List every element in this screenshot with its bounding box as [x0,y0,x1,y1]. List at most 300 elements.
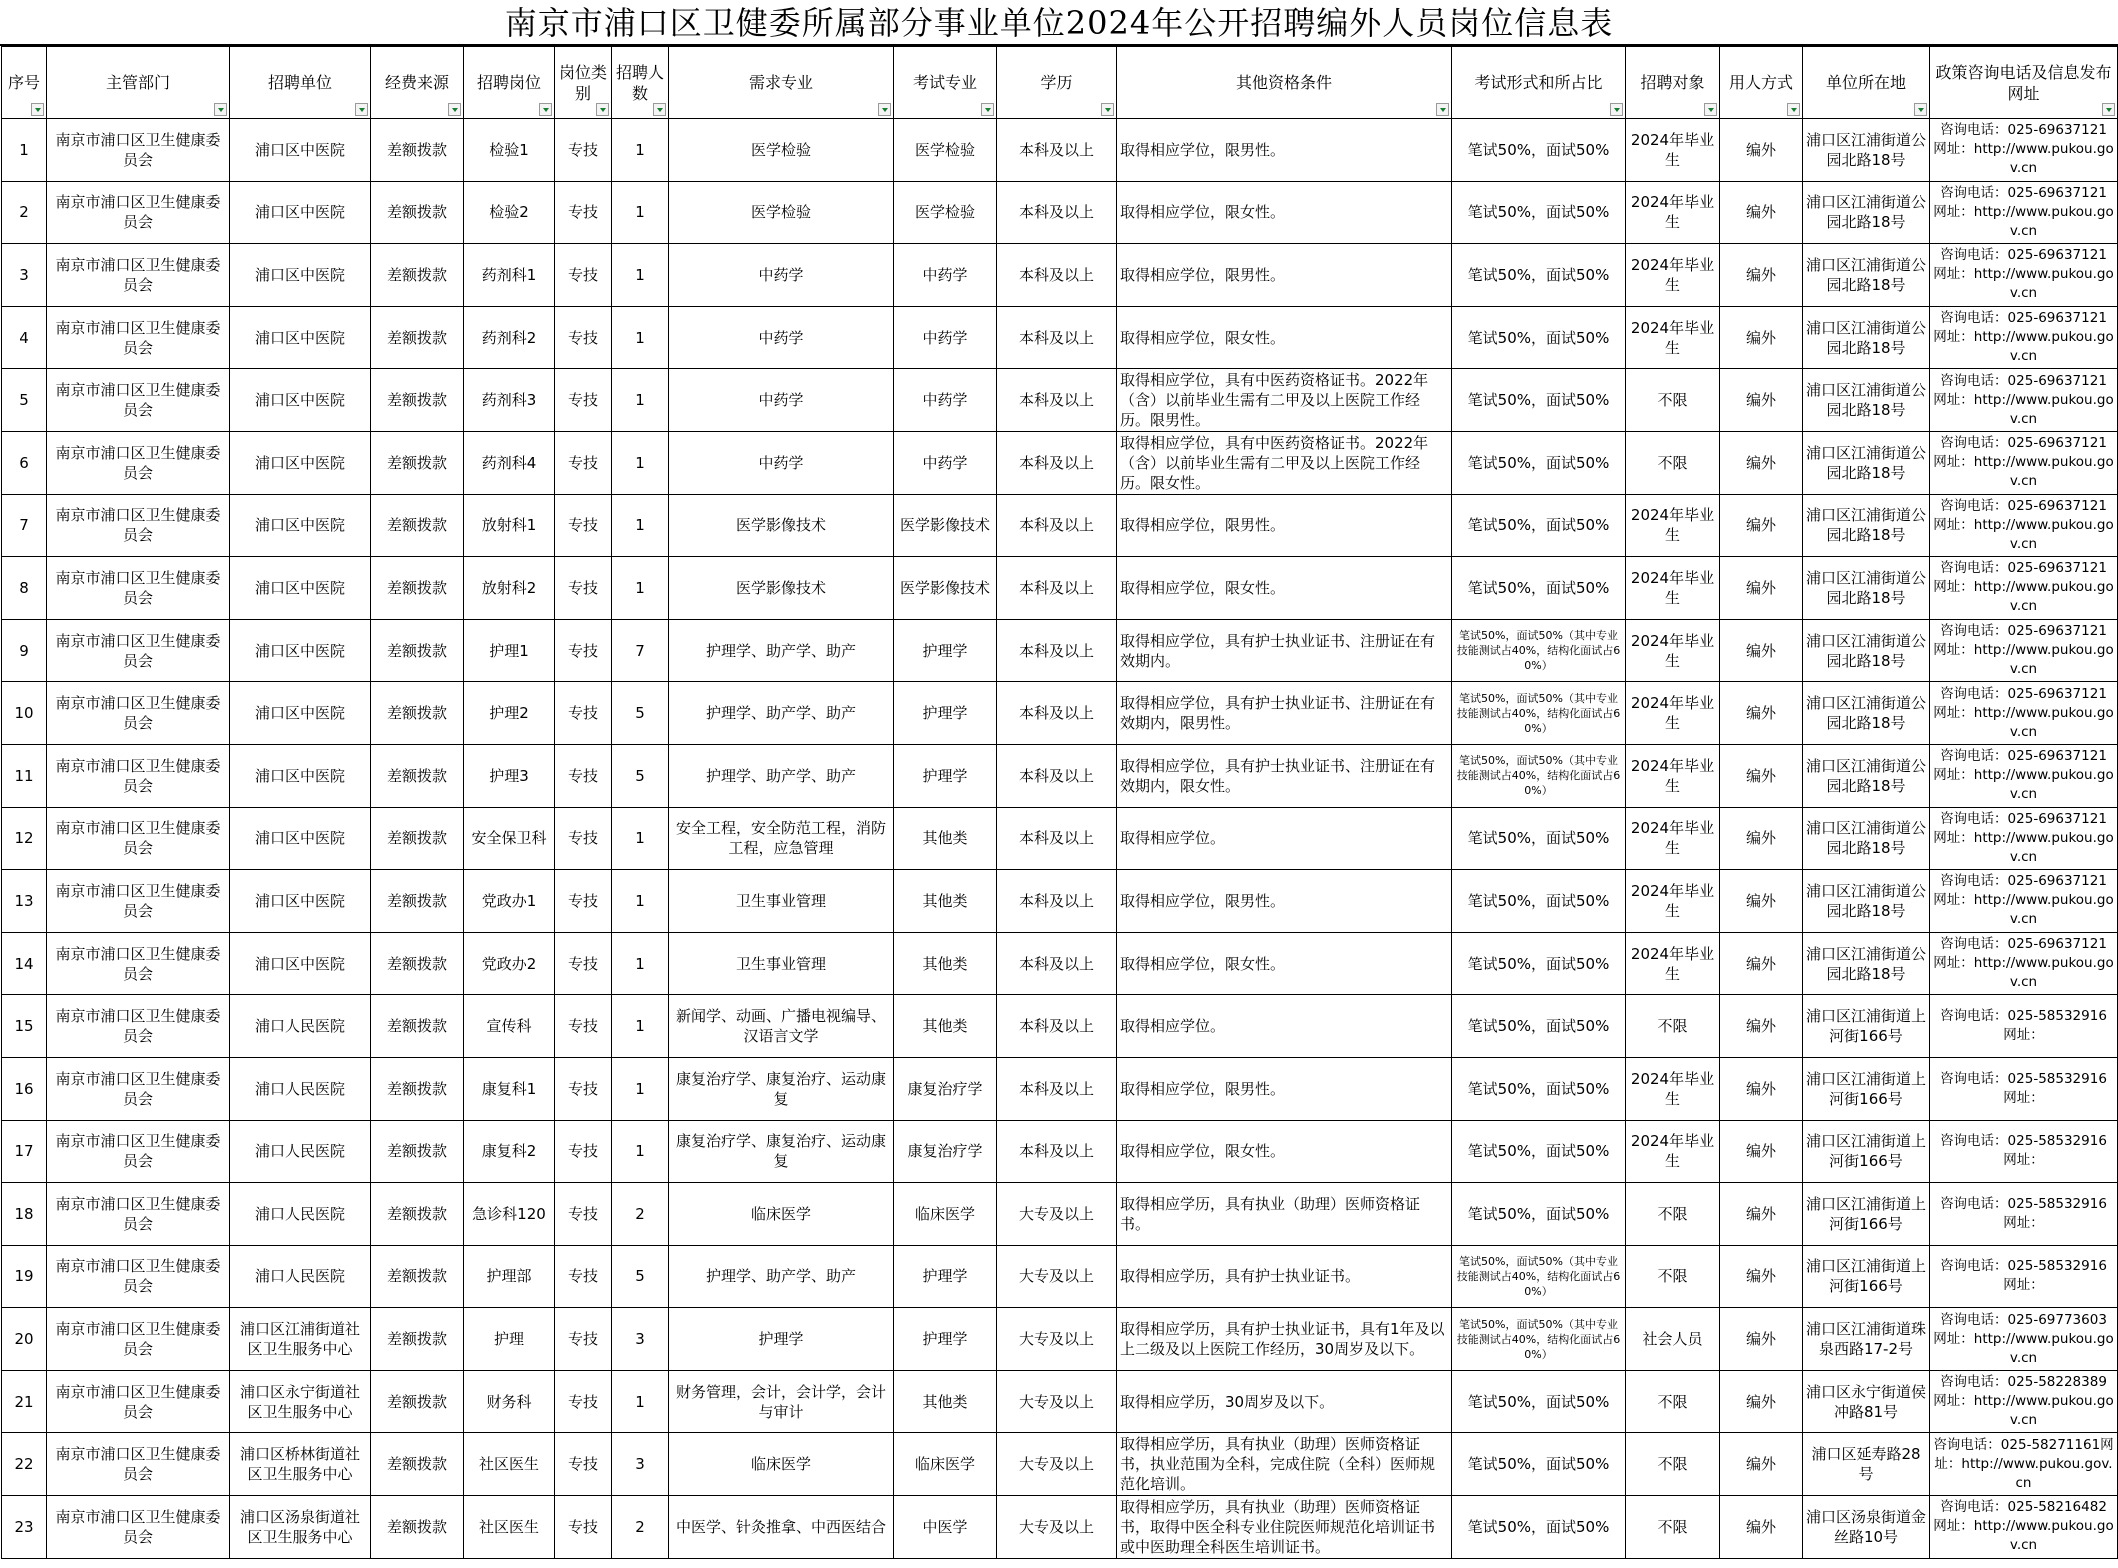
cell-category[interactable]: 专技 [555,995,612,1058]
cell-exam-form[interactable]: 笔试50%，面试50% [1452,1120,1626,1183]
cell-seq[interactable]: 21 [2,1370,47,1433]
cell-count[interactable]: 1 [612,932,669,995]
cell-employment[interactable]: 编外 [1720,1057,1803,1120]
cell-employment[interactable]: 编外 [1720,932,1803,995]
cell-employment[interactable]: 编外 [1720,870,1803,933]
cell-education[interactable]: 本科及以上 [997,932,1117,995]
cell-education[interactable]: 本科及以上 [997,494,1117,557]
cell-education[interactable]: 本科及以上 [997,1057,1117,1120]
cell-unit[interactable]: 浦口人民医院 [230,1120,371,1183]
cell-target[interactable]: 不限 [1626,1245,1720,1308]
cell-position[interactable]: 党政办1 [464,870,555,933]
cell-education[interactable]: 本科及以上 [997,1120,1117,1183]
cell-exam-form[interactable]: 笔试50%，面试50% [1452,1496,1626,1559]
cell-seq[interactable]: 23 [2,1496,47,1559]
cell-location[interactable]: 浦口区延寿路28号 [1803,1433,1930,1496]
cell-dept[interactable]: 南京市浦口区卫生健康委员会 [47,1183,230,1246]
cell-funding[interactable]: 差额拨款 [371,995,464,1058]
cell-category[interactable]: 专技 [555,1245,612,1308]
cell-unit[interactable]: 浦口区中医院 [230,244,371,307]
cell-dept[interactable]: 南京市浦口区卫生健康委员会 [47,181,230,244]
cell-employment[interactable]: 编外 [1720,619,1803,682]
cell-count[interactable]: 1 [612,557,669,620]
cell-location[interactable]: 浦口区江浦街道公园北路18号 [1803,807,1930,870]
cell-exam-form[interactable]: 笔试50%，面试50% [1452,995,1626,1058]
cell-requirements[interactable]: 取得相应学历，具有护士执业证书，具有1年及以上二级及以上医院工作经历，30周岁及以下。 [1117,1308,1452,1371]
cell-location[interactable]: 浦口区江浦街道珠泉西路17-2号 [1803,1308,1930,1371]
cell-dept[interactable]: 南京市浦口区卫生健康委员会 [47,119,230,182]
cell-dept[interactable]: 南京市浦口区卫生健康委员会 [47,807,230,870]
cell-major[interactable]: 中药学 [669,369,894,432]
cell-position[interactable]: 党政办2 [464,932,555,995]
cell-contact[interactable]: 咨询电话：025-69637121 网址：http://www.pukou.gov.cn [1930,181,2118,244]
cell-exam-major[interactable]: 中药学 [894,431,997,494]
cell-education[interactable]: 本科及以上 [997,744,1117,807]
cell-major[interactable]: 护理学、助产学、助产 [669,744,894,807]
cell-funding[interactable]: 差额拨款 [371,557,464,620]
cell-location[interactable]: 浦口区江浦街道公园北路18号 [1803,119,1930,182]
cell-contact[interactable]: 咨询电话：025-58532916 网址： [1930,995,2118,1058]
cell-unit[interactable]: 浦口区中医院 [230,619,371,682]
cell-seq[interactable]: 22 [2,1433,47,1496]
cell-contact[interactable]: 咨询电话：025-58532916 网址： [1930,1057,2118,1120]
cell-category[interactable]: 专技 [555,1120,612,1183]
cell-funding[interactable]: 差额拨款 [371,431,464,494]
cell-count[interactable]: 5 [612,682,669,745]
cell-employment[interactable]: 编外 [1720,1183,1803,1246]
cell-requirements[interactable]: 取得相应学位，具有护士执业证书、注册证在有效期内，限女性。 [1117,744,1452,807]
cell-target[interactable]: 不限 [1626,431,1720,494]
cell-major[interactable]: 医学检验 [669,181,894,244]
cell-major[interactable]: 医学影像技术 [669,557,894,620]
cell-employment[interactable]: 编外 [1720,1245,1803,1308]
cell-target[interactable]: 不限 [1626,369,1720,432]
cell-seq[interactable]: 18 [2,1183,47,1246]
cell-exam-form[interactable]: 笔试50%，面试50% [1452,369,1626,432]
cell-funding[interactable]: 差额拨款 [371,306,464,369]
cell-contact[interactable]: 咨询电话：025-58271161网址：http://www.pukou.gov.cn [1930,1433,2118,1496]
cell-unit[interactable]: 浦口区中医院 [230,181,371,244]
cell-location[interactable]: 浦口区江浦街道公园北路18号 [1803,431,1930,494]
cell-education[interactable]: 本科及以上 [997,619,1117,682]
filter-dropdown-icon[interactable] [2102,103,2115,116]
cell-seq[interactable]: 14 [2,932,47,995]
cell-category[interactable]: 专技 [555,1496,612,1559]
cell-category[interactable]: 专技 [555,557,612,620]
cell-count[interactable]: 1 [612,995,669,1058]
cell-funding[interactable]: 差额拨款 [371,744,464,807]
cell-unit[interactable]: 浦口区中医院 [230,807,371,870]
cell-count[interactable]: 1 [612,870,669,933]
cell-exam-form[interactable]: 笔试50%，面试50% [1452,557,1626,620]
cell-contact[interactable]: 咨询电话：025-69773603 网址：http://www.pukou.gov.cn [1930,1308,2118,1371]
cell-exam-form[interactable]: 笔试50%，面试50% [1452,870,1626,933]
cell-category[interactable]: 专技 [555,119,612,182]
cell-requirements[interactable]: 取得相应学历，具有护士执业证书。 [1117,1245,1452,1308]
cell-contact[interactable]: 咨询电话：025-69637121 网址：http://www.pukou.gov.cn [1930,744,2118,807]
cell-position[interactable]: 社区医生 [464,1496,555,1559]
cell-exam-form[interactable]: 笔试50%，面试50% [1452,181,1626,244]
cell-employment[interactable]: 编外 [1720,1370,1803,1433]
cell-location[interactable]: 浦口区江浦街道公园北路18号 [1803,744,1930,807]
cell-seq[interactable]: 7 [2,494,47,557]
cell-unit[interactable]: 浦口人民医院 [230,1245,371,1308]
cell-exam-form[interactable]: 笔试50%，面试50% [1452,431,1626,494]
cell-major[interactable]: 中药学 [669,244,894,307]
cell-position[interactable]: 康复科2 [464,1120,555,1183]
cell-funding[interactable]: 差额拨款 [371,369,464,432]
cell-education[interactable]: 本科及以上 [997,119,1117,182]
cell-exam-major[interactable]: 其他类 [894,1370,997,1433]
filter-dropdown-icon[interactable] [31,103,44,116]
cell-count[interactable]: 2 [612,1183,669,1246]
cell-target[interactable]: 社会人员 [1626,1308,1720,1371]
cell-employment[interactable]: 编外 [1720,306,1803,369]
cell-location[interactable]: 浦口区江浦街道上河街166号 [1803,1057,1930,1120]
cell-employment[interactable]: 编外 [1720,744,1803,807]
cell-target[interactable]: 不限 [1626,995,1720,1058]
cell-exam-major[interactable]: 护理学 [894,619,997,682]
filter-dropdown-icon[interactable] [355,103,368,116]
cell-major[interactable]: 护理学、助产学、助产 [669,682,894,745]
cell-position[interactable]: 检验1 [464,119,555,182]
cell-location[interactable]: 浦口区江浦街道上河街166号 [1803,1183,1930,1246]
filter-dropdown-icon[interactable] [1914,103,1927,116]
cell-requirements[interactable]: 取得相应学位。 [1117,807,1452,870]
cell-funding[interactable]: 差额拨款 [371,494,464,557]
cell-education[interactable]: 大专及以上 [997,1308,1117,1371]
cell-count[interactable]: 1 [612,1057,669,1120]
cell-unit[interactable]: 浦口区中医院 [230,682,371,745]
cell-contact[interactable]: 咨询电话：025-69637121 网址：http://www.pukou.gov.cn [1930,807,2118,870]
cell-location[interactable]: 浦口区江浦街道公园北路18号 [1803,932,1930,995]
cell-contact[interactable]: 咨询电话：025-58228389 网址：http://www.pukou.gov.cn [1930,1370,2118,1433]
cell-unit[interactable]: 浦口人民医院 [230,995,371,1058]
filter-dropdown-icon[interactable] [1704,103,1717,116]
cell-seq[interactable]: 15 [2,995,47,1058]
cell-location[interactable]: 浦口区江浦街道公园北路18号 [1803,870,1930,933]
cell-target[interactable]: 2024年毕业生 [1626,306,1720,369]
cell-exam-major[interactable]: 医学检验 [894,181,997,244]
cell-education[interactable]: 大专及以上 [997,1370,1117,1433]
cell-unit[interactable]: 浦口区江浦街道社区卫生服务中心 [230,1308,371,1371]
cell-unit[interactable]: 浦口区桥林街道社区卫生服务中心 [230,1433,371,1496]
cell-unit[interactable]: 浦口区中医院 [230,744,371,807]
cell-employment[interactable]: 编外 [1720,995,1803,1058]
cell-major[interactable]: 护理学 [669,1308,894,1371]
cell-count[interactable]: 1 [612,369,669,432]
cell-exam-form[interactable]: 笔试50%，面试50%（其中专业技能测试占40%，结构化面试占60%） [1452,1308,1626,1371]
cell-location[interactable]: 浦口区江浦街道上河街166号 [1803,995,1930,1058]
cell-unit[interactable]: 浦口人民医院 [230,1183,371,1246]
filter-dropdown-icon[interactable] [1610,103,1623,116]
cell-position[interactable]: 检验2 [464,181,555,244]
cell-unit[interactable]: 浦口人民医院 [230,1057,371,1120]
cell-employment[interactable]: 编外 [1720,1308,1803,1371]
cell-category[interactable]: 专技 [555,1183,612,1246]
cell-seq[interactable]: 11 [2,744,47,807]
cell-position[interactable]: 药剂科1 [464,244,555,307]
cell-requirements[interactable]: 取得相应学历，具有执业（助理）医师资格证书。 [1117,1183,1452,1246]
cell-count[interactable]: 1 [612,119,669,182]
cell-education[interactable]: 大专及以上 [997,1496,1117,1559]
cell-education[interactable]: 本科及以上 [997,557,1117,620]
filter-dropdown-icon[interactable] [981,103,994,116]
cell-position[interactable]: 宣传科 [464,995,555,1058]
cell-exam-major[interactable]: 医学检验 [894,119,997,182]
cell-employment[interactable]: 编外 [1720,1496,1803,1559]
cell-education[interactable]: 大专及以上 [997,1245,1117,1308]
cell-funding[interactable]: 差额拨款 [371,932,464,995]
cell-funding[interactable]: 差额拨款 [371,1370,464,1433]
cell-requirements[interactable]: 取得相应学历，具有执业（助理）医师资格证书，执业范围为全科，完成住院（全科）医师规范化培训。 [1117,1433,1452,1496]
cell-seq[interactable]: 10 [2,682,47,745]
cell-target[interactable]: 不限 [1626,1496,1720,1559]
cell-requirements[interactable]: 取得相应学位，具有护士执业证书、注册证在有效期内。 [1117,619,1452,682]
cell-contact[interactable]: 咨询电话：025-69637121 网址：http://www.pukou.gov.cn [1930,870,2118,933]
cell-position[interactable]: 护理 [464,1308,555,1371]
filter-dropdown-icon[interactable] [539,103,552,116]
cell-dept[interactable]: 南京市浦口区卫生健康委员会 [47,1120,230,1183]
cell-location[interactable]: 浦口区汤泉街道金丝路10号 [1803,1496,1930,1559]
cell-exam-form[interactable]: 笔试50%，面试50% [1452,932,1626,995]
cell-unit[interactable]: 浦口区永宁街道社区卫生服务中心 [230,1370,371,1433]
cell-exam-form[interactable]: 笔试50%，面试50%（其中专业技能测试占40%，结构化面试占60%） [1452,1245,1626,1308]
cell-exam-major[interactable]: 其他类 [894,807,997,870]
cell-contact[interactable]: 咨询电话：025-58532916 网址： [1930,1183,2118,1246]
cell-funding[interactable]: 差额拨款 [371,1496,464,1559]
cell-target[interactable]: 2024年毕业生 [1626,557,1720,620]
cell-target[interactable]: 2024年毕业生 [1626,619,1720,682]
cell-dept[interactable]: 南京市浦口区卫生健康委员会 [47,244,230,307]
cell-education[interactable]: 本科及以上 [997,369,1117,432]
cell-dept[interactable]: 南京市浦口区卫生健康委员会 [47,744,230,807]
cell-employment[interactable]: 编外 [1720,181,1803,244]
cell-location[interactable]: 浦口区江浦街道上河街166号 [1803,1245,1930,1308]
filter-dropdown-icon[interactable] [653,103,666,116]
cell-dept[interactable]: 南京市浦口区卫生健康委员会 [47,369,230,432]
cell-major[interactable]: 医学影像技术 [669,494,894,557]
cell-requirements[interactable]: 取得相应学位，具有护士执业证书、注册证在有效期内，限男性。 [1117,682,1452,745]
cell-funding[interactable]: 差额拨款 [371,1057,464,1120]
cell-requirements[interactable]: 取得相应学位，限女性。 [1117,306,1452,369]
cell-category[interactable]: 专技 [555,244,612,307]
cell-employment[interactable]: 编外 [1720,1120,1803,1183]
cell-position[interactable]: 康复科1 [464,1057,555,1120]
cell-unit[interactable]: 浦口区中医院 [230,306,371,369]
cell-dept[interactable]: 南京市浦口区卫生健康委员会 [47,932,230,995]
cell-exam-form[interactable]: 笔试50%，面试50% [1452,119,1626,182]
cell-location[interactable]: 浦口区江浦街道公园北路18号 [1803,494,1930,557]
cell-requirements[interactable]: 取得相应学位，限女性。 [1117,181,1452,244]
cell-requirements[interactable]: 取得相应学位，限女性。 [1117,1120,1452,1183]
cell-position[interactable]: 安全保卫科 [464,807,555,870]
cell-position[interactable]: 护理部 [464,1245,555,1308]
cell-position[interactable]: 放射科1 [464,494,555,557]
cell-seq[interactable]: 9 [2,619,47,682]
cell-exam-form[interactable]: 笔试50%，面试50% [1452,244,1626,307]
cell-dept[interactable]: 南京市浦口区卫生健康委员会 [47,1245,230,1308]
cell-unit[interactable]: 浦口区中医院 [230,369,371,432]
cell-count[interactable]: 1 [612,807,669,870]
cell-employment[interactable]: 编外 [1720,807,1803,870]
cell-requirements[interactable]: 取得相应学位，具有中医药资格证书。2022年（含）以前毕业生需有二甲及以上医院工作经历。限女性。 [1117,431,1452,494]
cell-requirements[interactable]: 取得相应学位，限男性。 [1117,870,1452,933]
cell-dept[interactable]: 南京市浦口区卫生健康委员会 [47,870,230,933]
cell-education[interactable]: 大专及以上 [997,1183,1117,1246]
cell-major[interactable]: 财务管理，会计，会计学，会计与审计 [669,1370,894,1433]
cell-unit[interactable]: 浦口区汤泉街道社区卫生服务中心 [230,1496,371,1559]
cell-major[interactable]: 中药学 [669,306,894,369]
cell-count[interactable]: 2 [612,1496,669,1559]
cell-location[interactable]: 浦口区江浦街道上河街166号 [1803,1120,1930,1183]
cell-unit[interactable]: 浦口区中医院 [230,494,371,557]
cell-exam-major[interactable]: 中药学 [894,306,997,369]
cell-requirements[interactable]: 取得相应学位，限男性。 [1117,119,1452,182]
cell-exam-major[interactable]: 临床医学 [894,1433,997,1496]
cell-exam-form[interactable]: 笔试50%，面试50% [1452,1183,1626,1246]
cell-category[interactable]: 专技 [555,369,612,432]
cell-location[interactable]: 浦口区江浦街道公园北路18号 [1803,682,1930,745]
cell-education[interactable]: 本科及以上 [997,995,1117,1058]
cell-target[interactable]: 2024年毕业生 [1626,1120,1720,1183]
cell-position[interactable]: 放射科2 [464,557,555,620]
cell-requirements[interactable]: 取得相应学位，限男性。 [1117,494,1452,557]
cell-position[interactable]: 药剂科4 [464,431,555,494]
cell-contact[interactable]: 咨询电话：025-69637121 网址：http://www.pukou.gov.cn [1930,244,2118,307]
cell-requirements[interactable]: 取得相应学位，具有中医药资格证书。2022年（含）以前毕业生需有二甲及以上医院工作经历。限男性。 [1117,369,1452,432]
cell-unit[interactable]: 浦口区中医院 [230,557,371,620]
cell-employment[interactable]: 编外 [1720,244,1803,307]
cell-requirements[interactable]: 取得相应学位，限女性。 [1117,557,1452,620]
cell-employment[interactable]: 编外 [1720,557,1803,620]
cell-position[interactable]: 护理1 [464,619,555,682]
cell-funding[interactable]: 差额拨款 [371,1245,464,1308]
cell-unit[interactable]: 浦口区中医院 [230,932,371,995]
cell-target[interactable]: 2024年毕业生 [1626,494,1720,557]
cell-funding[interactable]: 差额拨款 [371,870,464,933]
cell-seq[interactable]: 16 [2,1057,47,1120]
filter-dropdown-icon[interactable] [1787,103,1800,116]
cell-contact[interactable]: 咨询电话：025-69637121 网址：http://www.pukou.gov.cn [1930,619,2118,682]
cell-location[interactable]: 浦口区江浦街道公园北路18号 [1803,306,1930,369]
cell-major[interactable]: 临床医学 [669,1183,894,1246]
cell-category[interactable]: 专技 [555,682,612,745]
cell-education[interactable]: 本科及以上 [997,306,1117,369]
cell-category[interactable]: 专技 [555,1433,612,1496]
cell-target[interactable]: 不限 [1626,1433,1720,1496]
filter-dropdown-icon[interactable] [878,103,891,116]
cell-target[interactable]: 2024年毕业生 [1626,932,1720,995]
cell-category[interactable]: 专技 [555,932,612,995]
cell-employment[interactable]: 编外 [1720,1433,1803,1496]
cell-count[interactable]: 3 [612,1308,669,1371]
cell-count[interactable]: 1 [612,431,669,494]
cell-target[interactable]: 不限 [1626,1370,1720,1433]
cell-target[interactable]: 2024年毕业生 [1626,181,1720,244]
cell-dept[interactable]: 南京市浦口区卫生健康委员会 [47,494,230,557]
cell-count[interactable]: 5 [612,744,669,807]
cell-category[interactable]: 专技 [555,619,612,682]
cell-dept[interactable]: 南京市浦口区卫生健康委员会 [47,431,230,494]
cell-position[interactable]: 护理3 [464,744,555,807]
cell-location[interactable]: 浦口区江浦街道公园北路18号 [1803,619,1930,682]
cell-exam-major[interactable]: 康复治疗学 [894,1120,997,1183]
cell-target[interactable]: 不限 [1626,1183,1720,1246]
cell-exam-form[interactable]: 笔试50%，面试50%（其中专业技能测试占40%，结构化面试占60%） [1452,682,1626,745]
cell-funding[interactable]: 差额拨款 [371,244,464,307]
cell-dept[interactable]: 南京市浦口区卫生健康委员会 [47,1370,230,1433]
cell-requirements[interactable]: 取得相应学位，限男性。 [1117,244,1452,307]
cell-major[interactable]: 中药学 [669,431,894,494]
cell-exam-major[interactable]: 医学影像技术 [894,557,997,620]
cell-seq[interactable]: 5 [2,369,47,432]
cell-contact[interactable]: 咨询电话：025-58532916 网址： [1930,1245,2118,1308]
filter-dropdown-icon[interactable] [214,103,227,116]
cell-count[interactable]: 1 [612,306,669,369]
filter-dropdown-icon[interactable] [1436,103,1449,116]
cell-major[interactable]: 医学检验 [669,119,894,182]
cell-category[interactable]: 专技 [555,1057,612,1120]
cell-dept[interactable]: 南京市浦口区卫生健康委员会 [47,995,230,1058]
cell-count[interactable]: 3 [612,1433,669,1496]
cell-funding[interactable]: 差额拨款 [371,807,464,870]
cell-position[interactable]: 急诊科120 [464,1183,555,1246]
cell-major[interactable]: 新闻学、动画、广播电视编导、汉语言文学 [669,995,894,1058]
cell-funding[interactable]: 差额拨款 [371,619,464,682]
cell-exam-form[interactable]: 笔试50%，面试50% [1452,494,1626,557]
cell-major[interactable]: 康复治疗学、康复治疗、运动康复 [669,1057,894,1120]
cell-location[interactable]: 浦口区永宁街道侯冲路81号 [1803,1370,1930,1433]
cell-major[interactable]: 卫生事业管理 [669,870,894,933]
cell-count[interactable]: 1 [612,1370,669,1433]
cell-funding[interactable]: 差额拨款 [371,1120,464,1183]
cell-employment[interactable]: 编外 [1720,119,1803,182]
cell-contact[interactable]: 咨询电话：025-69637121 网址：http://www.pukou.gov.cn [1930,306,2118,369]
cell-position[interactable]: 财务科 [464,1370,555,1433]
cell-target[interactable]: 2024年毕业生 [1626,119,1720,182]
cell-education[interactable]: 本科及以上 [997,431,1117,494]
filter-dropdown-icon[interactable] [448,103,461,116]
cell-major[interactable]: 卫生事业管理 [669,932,894,995]
cell-major[interactable]: 康复治疗学、康复治疗、运动康复 [669,1120,894,1183]
cell-funding[interactable]: 差额拨款 [371,682,464,745]
cell-category[interactable]: 专技 [555,1308,612,1371]
cell-exam-major[interactable]: 其他类 [894,870,997,933]
cell-category[interactable]: 专技 [555,870,612,933]
cell-target[interactable]: 2024年毕业生 [1626,1057,1720,1120]
cell-category[interactable]: 专技 [555,807,612,870]
cell-category[interactable]: 专技 [555,494,612,557]
cell-count[interactable]: 1 [612,494,669,557]
cell-employment[interactable]: 编外 [1720,494,1803,557]
cell-dept[interactable]: 南京市浦口区卫生健康委员会 [47,1496,230,1559]
cell-seq[interactable]: 4 [2,306,47,369]
cell-funding[interactable]: 差额拨款 [371,119,464,182]
cell-position[interactable]: 药剂科3 [464,369,555,432]
cell-exam-form[interactable]: 笔试50%，面试50% [1452,1370,1626,1433]
cell-exam-major[interactable]: 护理学 [894,744,997,807]
cell-exam-major[interactable]: 康复治疗学 [894,1057,997,1120]
cell-exam-major[interactable]: 中药学 [894,369,997,432]
cell-exam-form[interactable]: 笔试50%，面试50% [1452,1433,1626,1496]
cell-dept[interactable]: 南京市浦口区卫生健康委员会 [47,682,230,745]
cell-category[interactable]: 专技 [555,1370,612,1433]
cell-target[interactable]: 2024年毕业生 [1626,682,1720,745]
cell-contact[interactable]: 咨询电话：025-58532916 网址： [1930,1120,2118,1183]
cell-count[interactable]: 1 [612,181,669,244]
cell-target[interactable]: 2024年毕业生 [1626,244,1720,307]
